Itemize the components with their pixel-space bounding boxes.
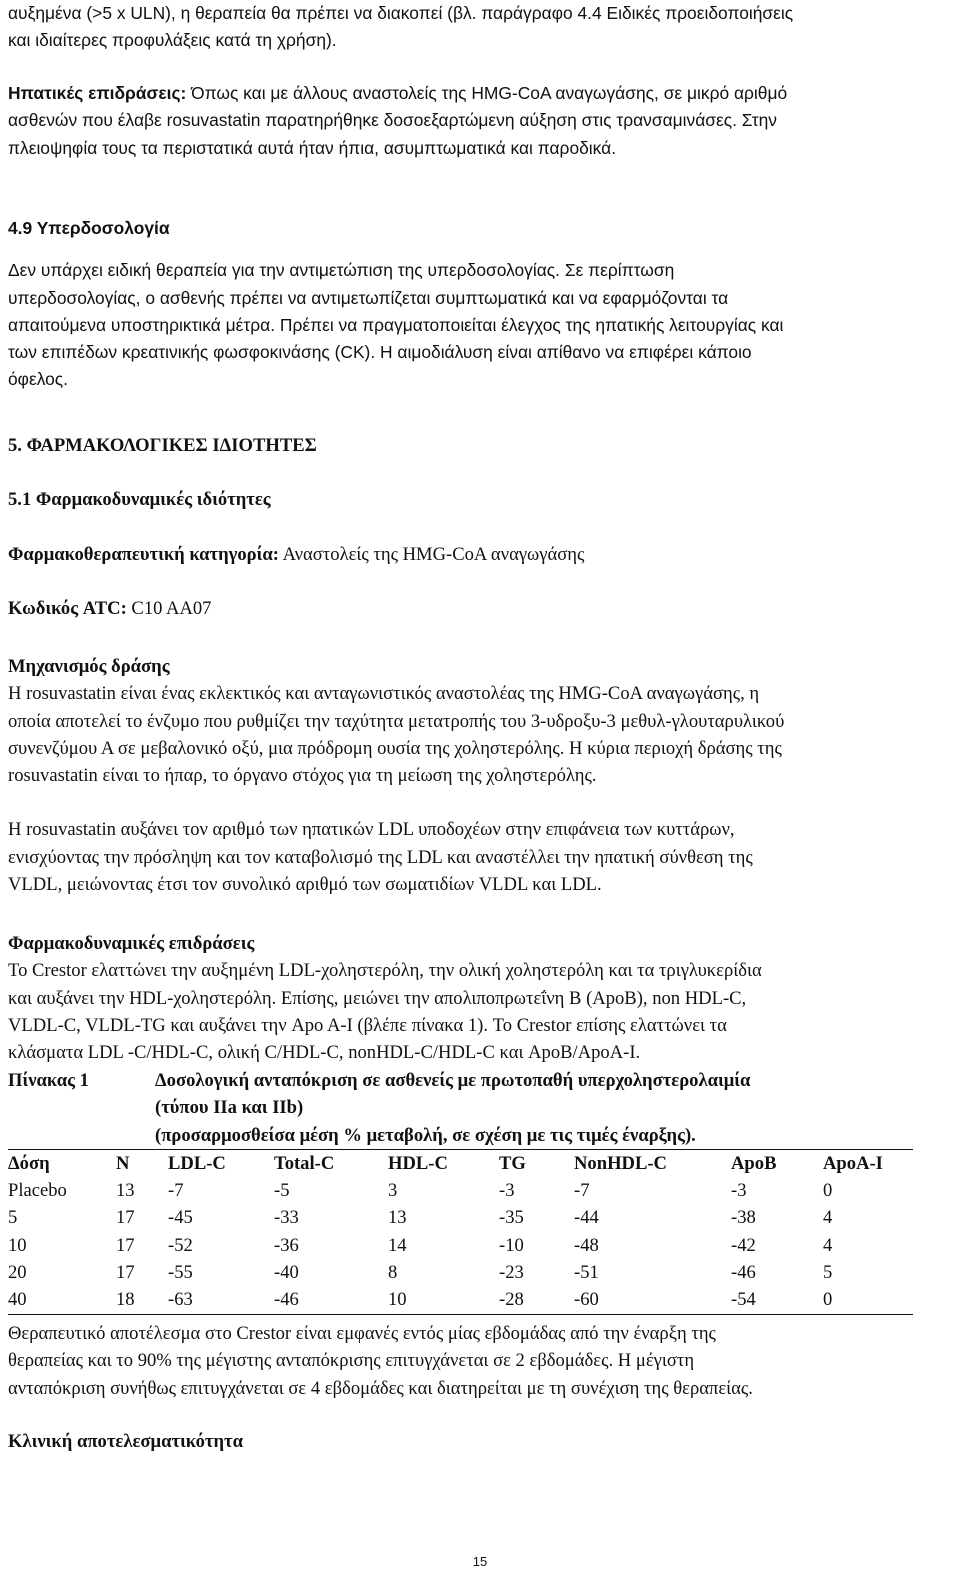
table-header-cell: HDL-C [388, 1149, 499, 1177]
text-line: ανταπόκριση συνήθως επιτυγχάνεται σε 4 εβδομάδες και διατηρείται με τη συνέχιση της θεραπείας. [8, 1377, 753, 1399]
pd-effects-heading: Φαρμακοδυναμικές επιδράσεις [8, 933, 255, 954]
table-row [8, 1232, 913, 1259]
table-cell: 0 [823, 1286, 913, 1314]
table-cell: 0 [823, 1180, 833, 1202]
table-cell: -60 [574, 1286, 731, 1314]
category-value: Αναστολείς της HMG-CoA αναγωγάσης [278, 543, 585, 565]
table-title-line: Δοσολογική ανταπόκριση σε ασθενείς με πρωτοπαθή υπερχοληστερολαιμία [155, 1070, 751, 1091]
text-line: των επιπέδων κρεατινικής φωσφοκινάσης (CK). Η αιμοδιάλυση είναι απίθανο να επιφέρει κάποιο [8, 342, 752, 363]
table-cell: 4 [823, 1207, 833, 1229]
category-line [8, 541, 584, 568]
table-row [8, 1259, 913, 1286]
table-cell: -52 [168, 1234, 193, 1256]
table-cell: 10 [388, 1286, 499, 1314]
mechanism-heading: Μηχανισμός δράσης [8, 656, 170, 677]
text-line: απαιτούμενα υποστηρικτικά μέτρα. Πρέπει να πραγματοποιείται έλεγχος της ηπατικής λειτουργίας και [8, 314, 784, 335]
table-cell: 5 [823, 1262, 833, 1284]
text-line: VLDL, μειώνοντας έτσι τον συνολικό αριθμό των σωματιδίων VLDL και LDL. [8, 874, 602, 896]
table-cell: -35 [499, 1207, 524, 1229]
table-cell: 40 [8, 1286, 116, 1314]
table-cell: -48 [574, 1234, 599, 1256]
overdose-section [8, 215, 783, 394]
text-line: πλειοψηφία τους τα περιστατικά αυτά ήταν ήπια, ασυμπτωματικά και παροδικά. [8, 137, 617, 158]
table-cell: -7 [574, 1180, 590, 1202]
hepatic-text: Όπως και με άλλους αναστολείς της HMG-CoA αναγωγάσης, σε μικρό αριθμό [186, 83, 788, 103]
table-cell: 13 [388, 1207, 407, 1229]
section-heading: 4.9 Υπερδοσολογία [8, 218, 170, 238]
text-line: Δεν υπάρχει ειδική θεραπεία για την αντιμετώπιση της υπερδοσολογίας. Σε περίπτωση [8, 260, 675, 281]
table-cell: -40 [274, 1262, 299, 1284]
table-cell: -55 [168, 1262, 193, 1284]
table-cell: -28 [499, 1286, 574, 1314]
table-cell: 17 [116, 1262, 135, 1284]
table-cell: 8 [388, 1262, 398, 1284]
table-cell: 5 [8, 1207, 18, 1229]
text-line: Η rosuvastatin είναι ένας εκλεκτικός και ανταγωνιστικός αναστολέας της HMG-CoA αναγωγάσης, η [8, 683, 760, 705]
section-heading: 5. ΦΑΡΜΑΚΟΛΟΓΙΚΕΣ ΙΔΙΟΤΗΤΕΣ [8, 435, 317, 456]
atc-line [8, 595, 584, 622]
page-number: 15 [472, 1554, 488, 1569]
table-header-cell: TG [499, 1149, 574, 1177]
table-header-row [8, 1149, 913, 1177]
text-line: ασθενών που έλαβε rosuvastatin παρατηρήθηκε δοσοεξαρτώμενη αύξηση στις τρανσαμινάσες. Στην [8, 110, 777, 131]
table-title-line: (τύπου IIa και IIb) [155, 1097, 304, 1119]
table-cell: -42 [731, 1234, 756, 1256]
table-cell: Placebo [8, 1180, 67, 1202]
text-line: ενισχύοντας την πρόσληψη και τον καταβολισμό της LDL και αναστέλλει την ηπατική σύνθεση της [8, 846, 753, 868]
text-line: rosuvastatin είναι το ήπαρ, το όργανο στόχος για τη μείωση της χοληστερόλης. [8, 765, 597, 787]
atc-value: C10 AA07 [126, 597, 212, 619]
text-line: υπερδοσολογίας, ο ασθενής πρέπει να αντιμετωπίζεται συμπτωματικά και να εφαρμόζονται τα [8, 287, 729, 308]
text-line: Το Crestor ελαττώνει την αυξημένη LDL-χοληστερόλη, την ολική χοληστερόλη και τα τριγλυκερίδια [8, 960, 762, 982]
table-cell: -46 [731, 1262, 756, 1284]
clinical-heading: Κλινική αποτελεσματικότητα [8, 1431, 243, 1452]
text-line: Η rosuvastatin αυξάνει τον αριθμό των ηπατικών LDL υποδοχέων στην επιφάνεια των κυττάρων, [8, 819, 735, 841]
table-cell: 3 [388, 1180, 398, 1202]
table-cell: -10 [499, 1234, 524, 1256]
table-row [8, 1286, 913, 1314]
text-line: και ιδιαίτερες προφυλάξεις κατά τη χρήση). [8, 30, 337, 51]
table-cell: -44 [574, 1207, 599, 1229]
clinical-section [8, 1428, 243, 1455]
table-cell: -36 [274, 1234, 299, 1256]
text-line [8, 80, 787, 107]
table-header-cell: Total-C [274, 1149, 388, 1177]
text-line: κλάσματα LDL -C/HDL-C, ολική C/HDL-C, nonHDL-C/HDL-C και ApoB/ApoA-I. [8, 1042, 641, 1064]
table-cell: 20 [8, 1262, 27, 1284]
table-cell: 17 [116, 1234, 135, 1256]
table-header-cell: Δόση [8, 1149, 116, 1177]
table-cell: 14 [388, 1234, 407, 1256]
table-title [155, 1067, 750, 1149]
table-cell: 4 [823, 1234, 833, 1256]
table1-block [8, 1067, 913, 1315]
text-line: αυξημένα (>5 x ULN), η θεραπεία θα πρέπει να διακοπεί (βλ. παράγραφο 4.4 Ειδικές προειδοποιήσεις [8, 3, 794, 23]
table-cell: -63 [168, 1286, 274, 1314]
pd-effects-section [8, 930, 762, 1066]
table-body [8, 1177, 913, 1314]
table-cell: 13 [116, 1180, 135, 1202]
table-cell: -3 [731, 1180, 747, 1202]
subsection-heading: 5.1 Φαρμακοδυναμικές ιδιότητες [8, 489, 271, 511]
intro-paragraph [8, 0, 793, 55]
table-header-cell: NonHDL-C [574, 1149, 731, 1177]
table-cell: -7 [168, 1180, 184, 1202]
text-line: και αυξάνει την HDL-χοληστερόλη. Επίσης, μειώνει την απολιποπρωτεΐνη Β (ApoB), non HDL-C, [8, 987, 747, 1009]
atc-label: Κωδικός ATC: [8, 597, 127, 619]
text-line: συνενζύμου Α σε μεβαλονικό οξύ, μια πρόδρομη ουσία της χοληστερόλης. Η κύρια περιοχή δράσης της [8, 737, 782, 759]
table-cell: -38 [731, 1207, 756, 1229]
hepatic-label: Ηπατικές επιδράσεις: [8, 83, 187, 103]
table-header-cell: ApoA-I [823, 1149, 913, 1177]
table-cell: 18 [116, 1286, 168, 1314]
pharmacology-section [8, 432, 584, 622]
table-cell: -33 [274, 1207, 299, 1229]
table-header-cell: N [116, 1149, 168, 1177]
text-line: θεραπείας και το 90% της μέγιστης ανταπόκρισης επιτυγχάνεται σε 2 εβδομάδες. Η μέγιστη [8, 1350, 695, 1372]
table-caption [8, 1067, 913, 1149]
table-cell: -5 [274, 1180, 290, 1202]
dose-response-table [8, 1149, 913, 1315]
mechanism-section [8, 653, 784, 898]
table-cell: -54 [731, 1286, 823, 1314]
table-cell: -3 [499, 1180, 515, 1202]
table-title-line: (προσαρμοσθείσα μέση % μεταβολή, σε σχέση με τις τιμές έναρξης). [155, 1124, 696, 1146]
table-cell: -45 [168, 1207, 193, 1229]
text-line: όφελος. [8, 369, 69, 390]
table-header-cell: LDL-C [168, 1149, 274, 1177]
table-cell: -23 [499, 1262, 524, 1284]
table-cell: -51 [574, 1262, 599, 1284]
text-line: Θεραπευτικό αποτέλεσμα στο Crestor είναι εμφανές εντός μίας εβδομάδας από την έναρξη της [8, 1323, 716, 1344]
text-line: VLDL-C, VLDL-TG και αυξάνει την Apo A-I (βλέπε πίνακα 1). Το Crestor επίσης ελαττώνει τα [8, 1014, 727, 1036]
table-cell: 17 [116, 1207, 135, 1229]
table-row [8, 1177, 913, 1204]
effect-paragraph [8, 1320, 753, 1402]
table-cell: -46 [274, 1286, 388, 1314]
table-label: Πίνακας 1 [8, 1070, 89, 1091]
hepatic-effects-paragraph [8, 80, 787, 162]
table-header-cell: ApoB [731, 1149, 823, 1177]
table-cell: 10 [8, 1234, 27, 1256]
table-row [8, 1204, 913, 1231]
category-label: Φαρμακοθεραπευτική κατηγορία: [8, 543, 279, 565]
text-line: οποία αποτελεί το ένζυμο που ρυθμίζει την ταχύτητα μετατροπής του 3-υδροξυ-3 μεθυλ-γλουταρυλικού [8, 710, 785, 732]
